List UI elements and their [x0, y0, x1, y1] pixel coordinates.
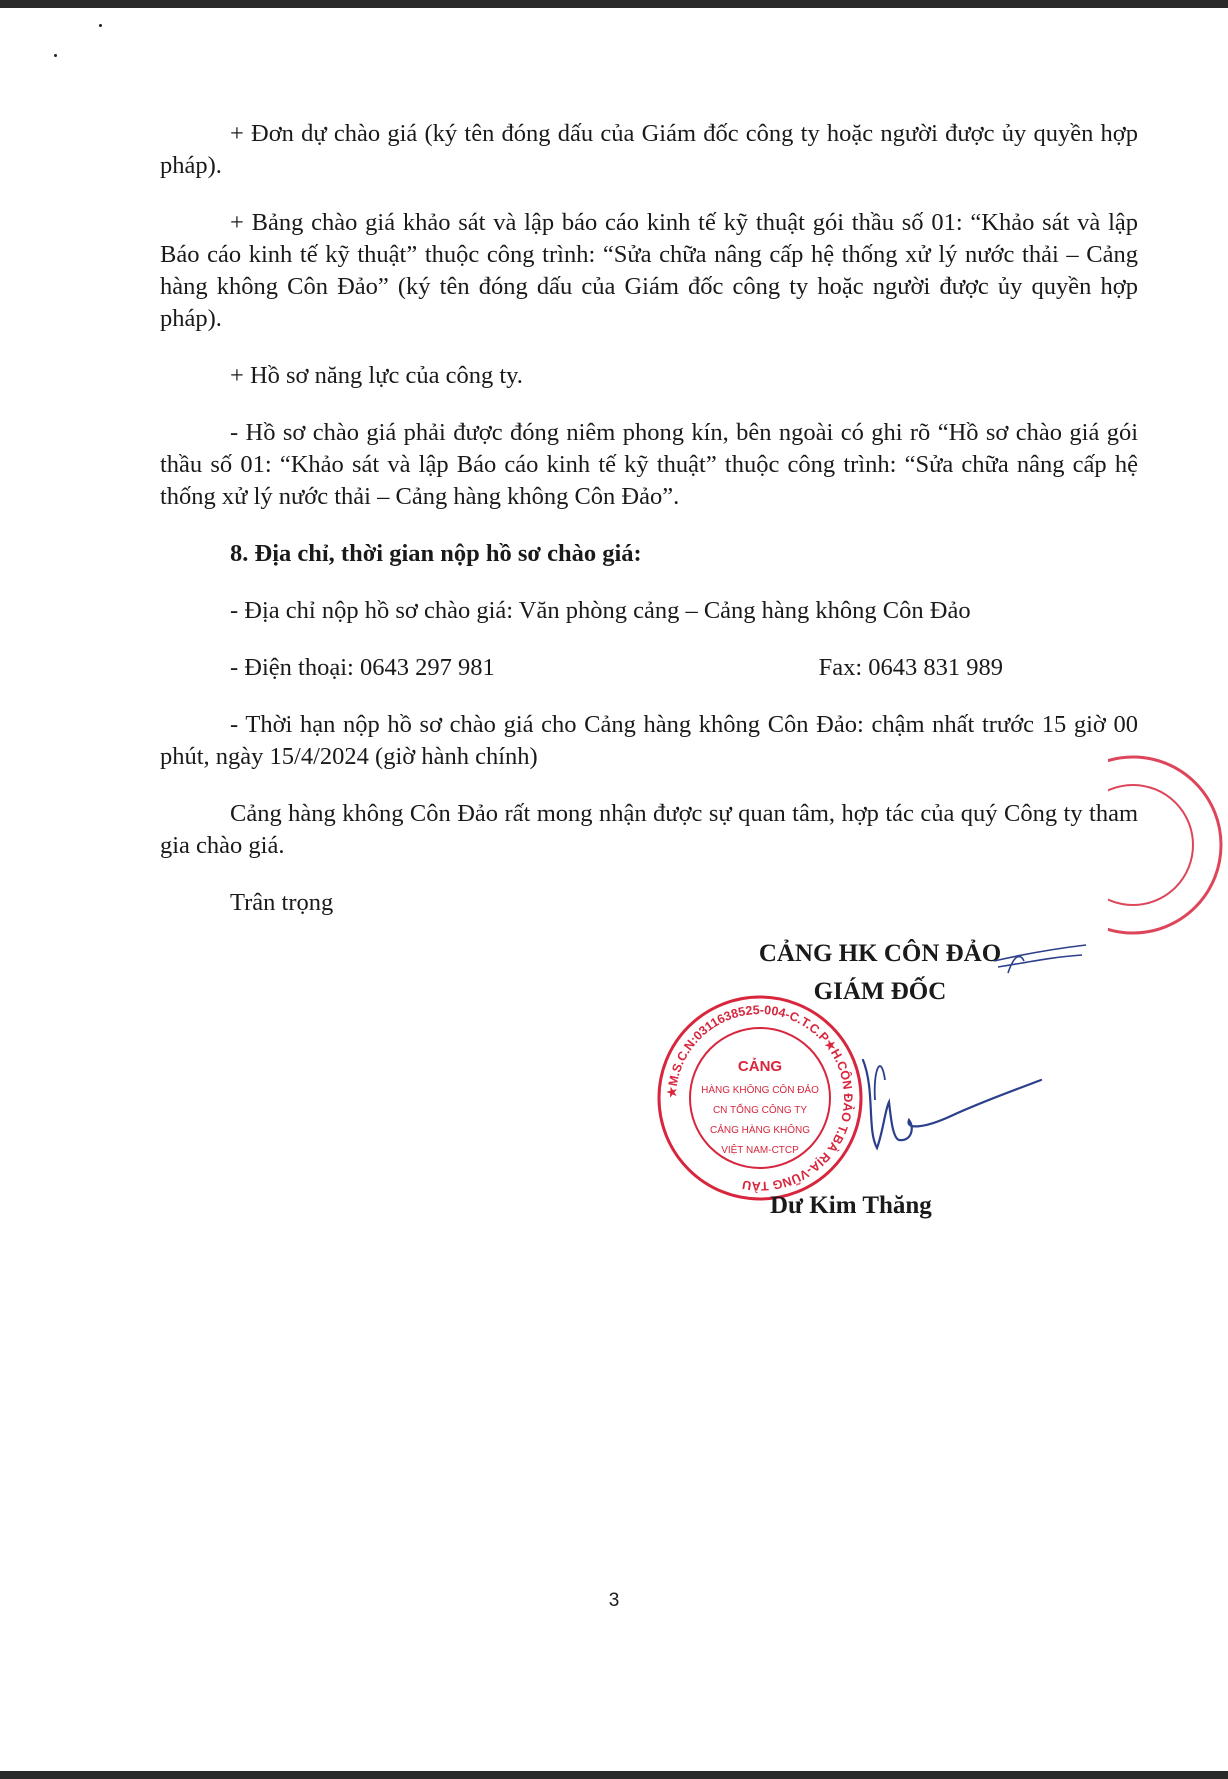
body-paragraph: + Đơn dự chào giá (ký tên đóng dấu của Giám đốc công ty hoặc người được ủy quyền hợp pháp). — [160, 120, 1138, 179]
seal-center-line: CẢNG HÀNG KHÔNG — [709, 1125, 811, 1136]
scan-bottom-edge — [0, 1771, 1228, 1779]
signer-title: GIÁM ĐỐC — [813, 978, 947, 1005]
seal-center-line: CẢNG — [737, 1058, 783, 1075]
section-heading: 8. Địa chỉ, thời gian nộp hồ sơ chào giá: — [230, 540, 642, 567]
closing-paragraph: Cảng hàng không Côn Đảo rất mong nhận được sự quan tâm, hợp tác của quý Công ty tham gia chào giá. — [160, 800, 1138, 859]
seal-center-line: HÀNG KHÔNG CÔN ĐẢO — [701, 1085, 819, 1096]
phone-number: - Điện thoại: 0643 297 981 — [230, 654, 495, 681]
body-paragraph: + Hồ sơ năng lực của công ty. — [230, 362, 523, 389]
body-paragraph: + Bảng chào giá khảo sát và lập báo cáo kinh tế kỹ thuật gói thầu số 01: “Khảo sát và lập Báo cáo kinh tế kỹ thuật” thuộc công trình: “Sửa chữa nâng cấp hệ thống xử lý nước thải – Cảng hàng không Côn Đảo” (ký tên đóng dấu của Giám đốc công ty hoặc người được ủy quyền hợp pháp). — [160, 209, 1138, 332]
signer-name: Dư Kim Thăng — [770, 1192, 932, 1219]
scan-speck — [54, 54, 57, 57]
body-paragraph: - Hồ sơ chào giá phải được đóng niêm phong kín, bên ngoài có ghi rõ “Hồ sơ chào giá gói thầu số 01: “Khảo sát và lập Báo cáo kinh tế kỹ thuật” thuộc công trình: “Sửa chữa nâng cấp hệ thống xử lý nước thải – Cảng hàng không Côn Đảo”. — [160, 419, 1138, 510]
document-body — [160, 118, 1138, 944]
regards-line: Trân trọng — [230, 889, 334, 916]
svg-text:★M.S.C.N:0311638525-004-C.T.C. — [665, 1003, 856, 1194]
paragraph-list — [160, 118, 1138, 627]
body-paragraph: - Địa chỉ nộp hồ sơ chào giá: Văn phòng cảng – Cảng hàng không Côn Đảo — [230, 597, 971, 624]
handwritten-signature — [855, 1040, 1045, 1190]
fax-number: Fax: 0643 831 989 — [818, 654, 1003, 681]
partial-seal-edge — [1108, 753, 1228, 938]
company-seal — [655, 993, 865, 1203]
contact-line — [160, 652, 1138, 684]
deadline-paragraph: - Thời hạn nộp hồ sơ chào giá cho Cảng hàng không Côn Đảo: chậm nhất trước 15 giờ 00 phút, ngày 15/4/2024 (giờ hành chính) — [160, 711, 1138, 770]
signer-organization: CẢNG HK CÔN ĐẢO — [758, 940, 1002, 967]
seal-ring-text: ★M.S.C.N:0311638525-004-C.T.C.P★H.CÔN ĐẢO T.BÀ RỊA-VŨNG TÀU — [664, 1002, 856, 1194]
seal-center-line: VIỆT NAM-CTCP — [721, 1145, 799, 1156]
scan-speck — [99, 24, 102, 27]
seal-center-line: CN TỔNG CÔNG TY — [712, 1105, 808, 1116]
page-number: 3 — [608, 1590, 620, 1611]
initial-mark — [990, 935, 1090, 985]
scan-top-edge — [0, 0, 1228, 8]
